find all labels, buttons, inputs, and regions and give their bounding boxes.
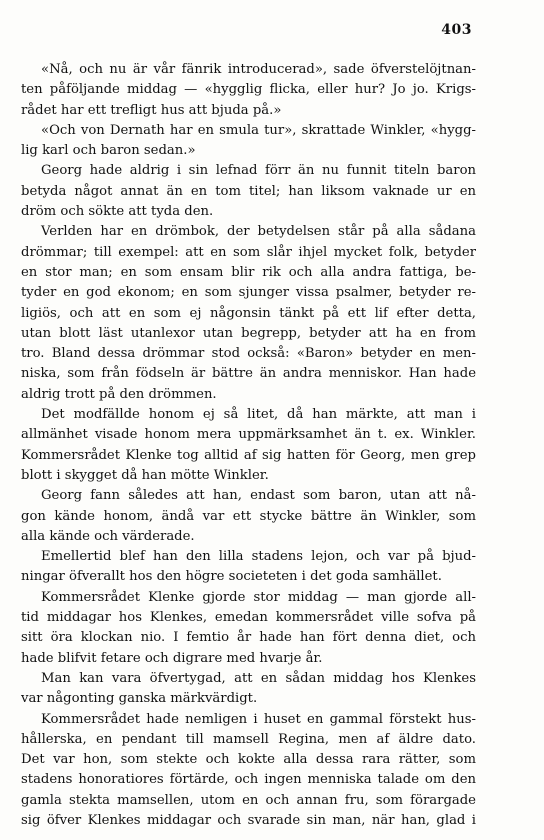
text-line: hade blifvit fetare och digrare med hvarje år. bbox=[21, 650, 323, 666]
text-line: Georg hade aldrig i sin lefnad förr än nu funnit titeln baron bbox=[41, 163, 476, 179]
text-line: Det modfällde honom ej så litet, då han märkte, att man i bbox=[41, 407, 476, 423]
text-line: en stor man; en som ensam blir rik och alla andra fattiga, be- bbox=[21, 264, 476, 280]
text-line: Kommersrådet hade nemligen i huset en gammal förstekt hus- bbox=[41, 711, 476, 727]
text-line: alla kände och värderade. bbox=[21, 528, 195, 544]
text-line: tro. Bland dessa drömmar stod också: «Baron» betyder en men- bbox=[21, 346, 476, 362]
text-line: tid middagar hos Klenkes, emedan kommersrådet ville sofva på bbox=[21, 610, 476, 626]
text-line: lig karl och baron sedan.» bbox=[21, 143, 196, 159]
text-line: Kommersrådet Klenke gjorde stor middag — man gjorde all- bbox=[41, 589, 476, 605]
page-number: 403 bbox=[441, 22, 472, 38]
text-line: gon kände honom, ändå var ett stycke bättre än Winkler, som bbox=[21, 508, 476, 524]
text-line: allmänhet visade honom mera uppmärksamhet än t. ex. Winkler. bbox=[21, 427, 476, 443]
text-line: Det var hon, som stekte och kokte alla dessa rara rätter, som bbox=[21, 752, 476, 768]
text-line: blott i skygget då han mötte Winkler. bbox=[21, 467, 269, 483]
text-line: ligiös, och att en som ej någonsin tänkt på ett lif efter detta, bbox=[21, 305, 476, 321]
text-line: gamla stekta mamsellen, utom en och annan fru, som förargade bbox=[21, 792, 476, 808]
text-line: tyder en god ekonom; en som sjunger vissa psalmer, betyder re- bbox=[21, 285, 476, 301]
text-line: stadens honoratiores förtärde, och ingen menniska talade om den bbox=[21, 772, 476, 788]
body-text bbox=[21, 60, 476, 831]
text-line: drömmar; till exempel: att en som slår ihjel mycket folk, betyder bbox=[21, 244, 476, 260]
text-line: ten påföljande middag — «hygglig flicka, eller hur? Jo jo. Krigs- bbox=[21, 82, 476, 98]
text-line: Kommersrådet Klenke tog alltid af sig hatten för Georg, men grep bbox=[21, 447, 476, 463]
text-line: Emellertid blef han den lilla stadens lejon, och var på bjud- bbox=[41, 549, 476, 565]
text-line: hållerska, en pendant till mamsell Regina, men af äldre dato. bbox=[21, 731, 476, 747]
text-line: dröm och sökte att tyda den. bbox=[21, 204, 214, 220]
text-line: betyda något annat än en tom titel; han liksom vaknade ur en bbox=[21, 183, 476, 199]
text-line: sig öfver Klenkes middagar och svarade sin man, när han, glad i bbox=[21, 812, 476, 828]
text-line: utan blott läst utanlexor utan begrepp, betyder att ha en from bbox=[21, 325, 476, 341]
text-line: Verlden har en drömbok, der betydelsen står på alla sådana bbox=[41, 224, 476, 240]
text-line: Man kan vara öfvertygad, att en sådan middag hos Klenkes bbox=[41, 670, 476, 686]
text-line: niska, som från födseln är bättre än andra menniskor. Han hade bbox=[21, 366, 476, 382]
text-line: ningar öfverallt hos den högre societeten i det goda samhället. bbox=[21, 569, 442, 585]
text-line: rådet har ett trefligt hus att bjuda på.» bbox=[21, 102, 282, 118]
text-line: var någonting ganska märkvärdigt. bbox=[21, 691, 258, 707]
text-line: «Och von Dernath har en smula tur», skrattade Winkler, «hygg- bbox=[41, 122, 476, 138]
text-line: aldrig trott på den drömmen. bbox=[21, 386, 217, 402]
text-line: Georg fann således att han, endast som baron, utan att nå- bbox=[41, 488, 476, 504]
text-line: sitt öra klockan nio. I femtio år hade han fört denna diet, och bbox=[21, 630, 476, 646]
text-line: «Nå, och nu är vår fänrik introducerad», sade öfverstelöjtnan- bbox=[41, 62, 476, 77]
